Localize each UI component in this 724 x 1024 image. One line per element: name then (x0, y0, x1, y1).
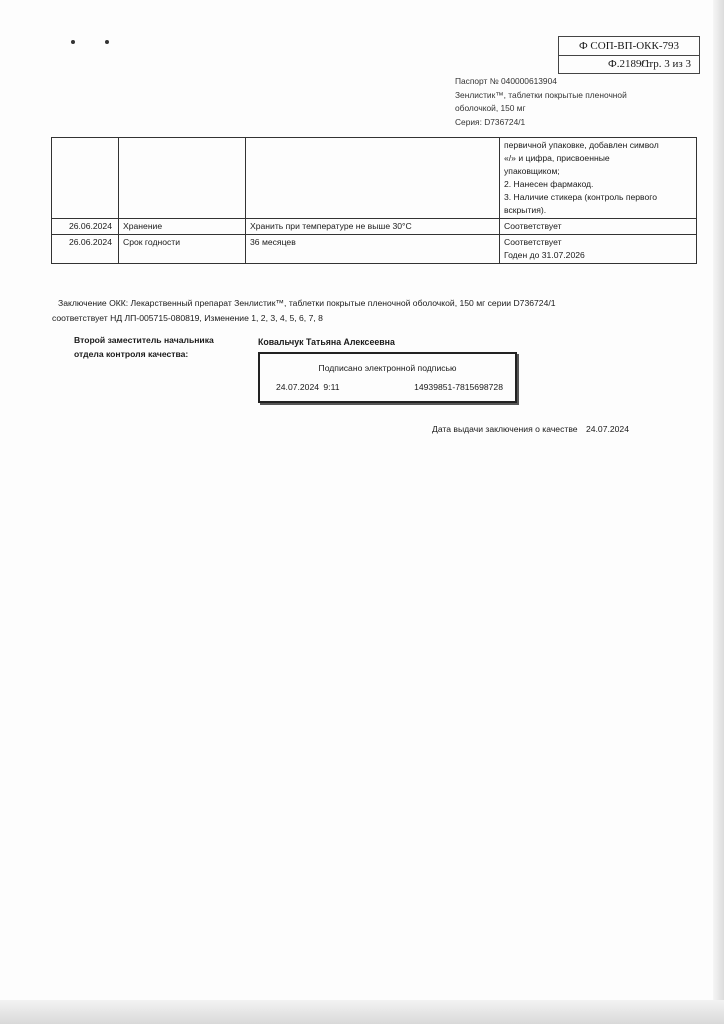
issue-date-line (432, 424, 629, 434)
cell-requirement (246, 138, 500, 219)
issue-date-label: Дата выдачи заключения о качестве (432, 424, 578, 434)
form-code: Ф СОП-ВП-ОКК-793 Ф.2189/1 (559, 37, 699, 56)
page-number: Стр. 3 из 3 (641, 58, 691, 70)
result-value: Соответствует (504, 237, 562, 247)
scan-speck-2 (105, 40, 109, 44)
cell-result: Соответствует (500, 219, 697, 235)
signer-role (74, 333, 214, 361)
esign-title: Подписано электронной подписью (318, 363, 457, 373)
esign-id: 14939851-7815698728 (414, 382, 503, 392)
scan-edge-right (713, 0, 724, 1010)
electronic-signature-stamp (258, 352, 517, 403)
cell-date (52, 138, 119, 219)
cell-parameter: Срок годности (119, 235, 246, 264)
issue-date: 24.07.2024 (585, 424, 629, 434)
cell-parameter (119, 138, 246, 219)
batch-number: Серия: D736724/1 (455, 116, 526, 127)
conclusion-line: соответствует НД ЛП-005715-080819, Изменение 1, 2, 3, 4, 5, 6, 7, 8 (52, 313, 323, 323)
cell-result (500, 138, 697, 219)
qc-conclusion (52, 296, 672, 326)
esign-datetime: 24.07.2024 9:11 (276, 382, 340, 392)
table-row (52, 138, 697, 219)
cell-date: 26.06.2024 (52, 219, 119, 235)
continued-line: 2. Нанесен фармакод. (504, 179, 594, 189)
continued-line: первичной упаковке, добавлен символ (504, 140, 659, 150)
passport-number: Паспорт № 040000613904 (455, 76, 557, 86)
cell-requirement: 36 месяцев (246, 235, 500, 264)
continued-line: 3. Наличие стикера (контроль первого (504, 192, 658, 202)
signer-role-line: Второй заместитель начальника (74, 335, 214, 345)
passport-block (455, 75, 627, 129)
scan-edge-bottom (0, 1000, 724, 1024)
continued-line: упаковщиком; (504, 166, 560, 176)
cell-requirement: Хранить при температуре не выше 30°C (246, 219, 500, 235)
cell-result (500, 235, 697, 264)
signer-name: Ковальчук Татьяна Алексеевна (258, 337, 395, 347)
test-results-table (51, 137, 697, 264)
cell-parameter: Хранение (119, 219, 246, 235)
cell-date: 26.06.2024 (52, 235, 119, 264)
signer-role-line: отдела контроля качества: (74, 349, 189, 359)
expiry-note: Годен до 31.07.2026 (504, 250, 585, 260)
continued-line: вскрытия). (504, 205, 547, 215)
table-row (52, 219, 697, 235)
scan-speck-1 (71, 40, 75, 44)
continued-line: «/» и цифра, присвоенные (504, 153, 610, 163)
conclusion-line: Заключение ОКК: Лекарственный препарат Зенлистик™, таблетки покрытые пленочной оболочкой, 150 мг серии D736724/1 (58, 298, 556, 308)
table-row (52, 235, 697, 264)
product-name: Зенлистик™, таблетки покрытые пленочной (455, 89, 627, 100)
form-code-box (558, 36, 700, 74)
product-form: оболочкой, 150 мг (455, 103, 526, 113)
